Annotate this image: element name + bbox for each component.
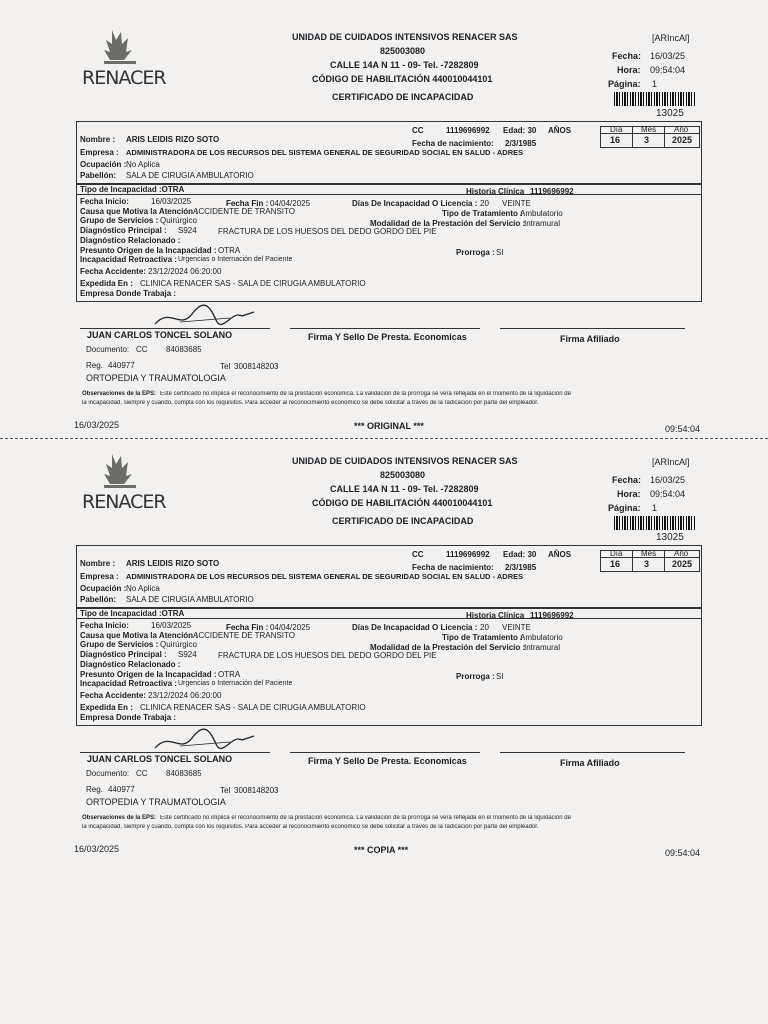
reg-value: 440977 xyxy=(108,785,135,794)
grupo-label: Grupo de Servicios : xyxy=(80,216,159,225)
edad-unit: AÑOS xyxy=(548,126,572,135)
retro-value: Urgencias o Internación del Paciente xyxy=(178,256,293,263)
accidente-value: 23/12/2024 06:20:00 xyxy=(148,691,222,700)
reg-value: 440977 xyxy=(108,361,135,370)
footer-date: 16/03/2025 xyxy=(74,844,120,854)
dias-text: VEINTE xyxy=(502,623,531,632)
observaciones-line1: Este certificado no implica el reconocimiento de la prestación económica. La validación de la prórroga se vera reflejada en el momento de la liquidación de xyxy=(160,815,571,821)
pabellon-label: Pabellón: xyxy=(80,595,117,604)
date-header-dia: Día xyxy=(610,125,623,134)
tipo-incapacidad: Tipo de Incapacidad :OTRA xyxy=(80,185,185,194)
diag-rel-label: Diagnóstico Relacionado : xyxy=(80,236,181,245)
firma-afiliado: Firma Afiliado xyxy=(560,758,620,768)
dias-label: Días De Incapacidad O Licencia : xyxy=(352,199,478,208)
fecha-nac-label: Fecha de nacimiento: xyxy=(412,139,494,148)
barcode xyxy=(614,92,696,106)
observaciones-label: Observaciones de la EPS: xyxy=(82,391,157,397)
prorroga-label: Prorroga : xyxy=(456,248,495,257)
empresa-value: ADMINISTRADORA DE LOS RECURSOS DEL SISTEMA GENERAL DE SEGURIDAD SOCIAL EN SALUD - ADRES xyxy=(126,572,524,581)
retro-value: Urgencias o Internación del Paciente xyxy=(178,680,293,687)
dias-text: VEINTE xyxy=(502,199,531,208)
cc-value: 1119696992 xyxy=(446,550,490,559)
presunto-label: Presunto Origen de la Incapacidad : xyxy=(80,246,217,255)
barcode xyxy=(614,516,696,530)
date-header-ano: Año xyxy=(674,549,689,558)
modalidad-value: Intramural xyxy=(524,643,561,652)
historia-value: 1119696992 xyxy=(530,611,574,620)
accidente-label: Fecha Accidente: xyxy=(80,691,146,700)
fin-label: Fecha Fin : xyxy=(226,199,269,208)
nombre-value: ARIS LEIDIS RIZO SOTO xyxy=(126,135,220,144)
diag-desc: FRACTURA DE LOS HUESOS DEL DEDO GORDO DEL PIE xyxy=(218,227,437,236)
modalidad-label: Modalidad de la Prestación del Servicio : xyxy=(370,643,526,652)
empresa-label: Empresa : xyxy=(80,572,119,581)
accidente-value: 23/12/2024 06:20:00 xyxy=(148,267,222,276)
fecha-nac-label: Fecha de nacimiento: xyxy=(412,563,494,572)
grupo-value: Quirúrgico xyxy=(160,216,197,225)
habilitacion: CÓDIGO DE HABILITACIÓN 440010044101 xyxy=(312,74,493,84)
inicio-label: Fecha Inicio: xyxy=(80,621,129,630)
fecha-value: 16/03/25 xyxy=(650,475,686,485)
edad-label: Edad: 30 xyxy=(503,126,537,135)
prorroga-label: Prorroga : xyxy=(456,672,495,681)
diag-rel-label: Diagnóstico Relacionado : xyxy=(80,660,181,669)
renacer-logo xyxy=(82,25,166,95)
modalidad-value: Intramural xyxy=(524,219,561,228)
firma-afiliado: Firma Afiliado xyxy=(560,334,620,344)
observaciones-line1: Este certificado no implica el reconocimiento de la prestación económica. La validación de la prórroga se vera reflejada en el momento de la liquidación de xyxy=(160,391,571,397)
nit: 825003080 xyxy=(380,470,426,480)
presunto-label: Presunto Origen de la Incapacidad : xyxy=(80,670,217,679)
cc-value: 1119696992 xyxy=(446,126,490,135)
doctor-name: JUAN CARLOS TONCEL SOLANO xyxy=(87,330,233,340)
causa-value: ACCIDENTE DE TRANSITO xyxy=(193,631,295,640)
diag-label: Diagnóstico Principal : xyxy=(80,650,167,659)
tel-label: Tel xyxy=(220,362,231,371)
nombre-label: Nombre : xyxy=(80,135,116,144)
logo-text: RENACER xyxy=(82,67,166,89)
cc-label: CC xyxy=(412,126,424,135)
dias-num: 20 xyxy=(480,623,489,632)
barcode-number: 13025 xyxy=(656,108,684,119)
empresa-value: ADMINISTRADORA DE LOS RECURSOS DEL SISTEMA GENERAL DE SEGURIDAD SOCIAL EN SALUD - ADRES xyxy=(126,148,524,157)
presunto-value: OTRA xyxy=(218,246,241,255)
address: CALLE 14A N 11 - 09- Tel. -7282809 xyxy=(330,60,479,70)
retro-label: Incapacidad Retroactiva : xyxy=(80,679,177,688)
causa-label: Causa que Motiva la Atención : xyxy=(80,631,198,640)
expedida-label: Expedida En : xyxy=(80,279,133,288)
doc-title: CERTIFICADO DE INCAPACIDAD xyxy=(332,516,474,526)
report-code: [ARIncAl] xyxy=(652,457,690,467)
observaciones-label: Observaciones de la EPS: xyxy=(82,815,157,821)
cut-line xyxy=(0,438,768,439)
firma-eps: Firma Y Sello De Presta. Economicas xyxy=(308,756,467,766)
accidente-label: Fecha Accidente: xyxy=(80,267,146,276)
date-header-mes: Mes xyxy=(641,549,657,558)
inicio-value: 16/03/2025 xyxy=(151,621,192,630)
edad-unit: AÑOS xyxy=(548,550,572,559)
fin-value: 04/04/2025 xyxy=(270,623,311,632)
edad-label: Edad: 30 xyxy=(503,550,537,559)
footer-date: 16/03/2025 xyxy=(74,420,120,430)
org-name: UNIDAD DE CUIDADOS INTENSIVOS RENACER SAS xyxy=(292,32,518,42)
hora-value: 09:54:04 xyxy=(650,489,686,499)
doc-type: CC xyxy=(136,345,148,354)
fecha-label: Fecha: xyxy=(612,475,642,485)
tel-value: 3008148203 xyxy=(234,362,279,371)
pabellon-value: SALA DE CIRUGIA AMBULATORIO xyxy=(126,595,254,604)
modalidad-label: Modalidad de la Prestación del Servicio : xyxy=(370,219,526,228)
pagina-value: 1 xyxy=(652,503,658,513)
tratamiento-value: Ambulatorio xyxy=(520,209,563,218)
date-ano: 2025 xyxy=(672,135,693,145)
date-ano: 2025 xyxy=(672,559,693,569)
org-name: UNIDAD DE CUIDADOS INTENSIVOS RENACER SAS xyxy=(292,456,518,466)
prorroga-value: SI xyxy=(496,248,504,257)
date-mes: 3 xyxy=(644,135,650,145)
logo-text: RENACER xyxy=(82,491,166,513)
doc-value: 84083685 xyxy=(166,769,202,778)
habilitacion: CÓDIGO DE HABILITACIÓN 440010044101 xyxy=(312,498,493,508)
footer-time: 09:54:04 xyxy=(665,424,701,434)
grupo-label: Grupo de Servicios : xyxy=(80,640,159,649)
nit: 825003080 xyxy=(380,46,426,56)
reg-label: Reg. xyxy=(86,361,103,370)
nombre-label: Nombre : xyxy=(80,559,116,568)
historia-value: 1119696992 xyxy=(530,187,574,196)
observaciones-line2: la incapacidad, siempre y cuando, cumpla con los requisitos. Para acceder al reconocimiento económico se debe solicitar a través de la radicación por parte del empleador. xyxy=(82,824,539,830)
doctor-name: JUAN CARLOS TONCEL SOLANO xyxy=(87,754,233,764)
ocupacion-value: No Aplica xyxy=(126,584,160,593)
inicio-value: 16/03/2025 xyxy=(151,197,192,206)
ocupacion-label: Ocupación : xyxy=(80,584,127,593)
doc-title: CERTIFICADO DE INCAPACIDAD xyxy=(332,92,474,102)
fecha-label: Fecha: xyxy=(612,51,642,61)
doc-label: Documento: xyxy=(86,769,130,778)
hora-label: Hora: xyxy=(617,65,641,75)
retro-label: Incapacidad Retroactiva : xyxy=(80,255,177,264)
expedida-value: CLINICA RENACER SAS - SALA DE CIRUGIA AMBULATORIO xyxy=(140,703,366,712)
empresa-trab-label: Empresa Donde Trabaja : xyxy=(80,289,177,298)
pabellon-value: SALA DE CIRUGIA AMBULATORIO xyxy=(126,171,254,180)
report-code: [ARIncAl] xyxy=(652,33,690,43)
diag-code: S924 xyxy=(178,226,197,235)
prorroga-value: SI xyxy=(496,672,504,681)
empresa-trab-label: Empresa Donde Trabaja : xyxy=(80,713,177,722)
observaciones-line2: la incapacidad, siempre y cuando, cumpla con los requisitos. Para acceder al reconocimiento económico se debe solicitar a través de la radicación por parte del empleador. xyxy=(82,400,539,406)
dias-num: 20 xyxy=(480,199,489,208)
date-header-mes: Mes xyxy=(641,125,657,134)
fin-label: Fecha Fin : xyxy=(226,623,269,632)
fin-value: 04/04/2025 xyxy=(270,199,311,208)
cc-label: CC xyxy=(412,550,424,559)
inicio-label: Fecha Inicio: xyxy=(80,197,129,206)
specialty: ORTOPEDIA Y TRAUMATOLOGIA xyxy=(86,373,226,383)
date-header-dia: Día xyxy=(610,549,623,558)
tel-value: 3008148203 xyxy=(234,786,279,795)
date-header-ano: Año xyxy=(674,125,689,134)
causa-value: ACCIDENTE DE TRANSITO xyxy=(193,207,295,216)
hora-label: Hora: xyxy=(617,489,641,499)
doc-type: CC xyxy=(136,769,148,778)
expedida-value: CLINICA RENACER SAS - SALA DE CIRUGIA AMBULATORIO xyxy=(140,279,366,288)
dias-label: Días De Incapacidad O Licencia : xyxy=(352,623,478,632)
historia-label: Historia Clínica xyxy=(466,611,525,620)
pagina-label: Página: xyxy=(608,79,641,89)
firma-eps: Firma Y Sello De Presta. Economicas xyxy=(308,332,467,342)
barcode-number: 13025 xyxy=(656,532,684,543)
reg-label: Reg. xyxy=(86,785,103,794)
date-dia: 16 xyxy=(610,559,621,569)
historia-label: Historia Clínica xyxy=(466,187,525,196)
expedida-label: Expedida En : xyxy=(80,703,133,712)
hora-value: 09:54:04 xyxy=(650,65,686,75)
specialty: ORTOPEDIA Y TRAUMATOLOGIA xyxy=(86,797,226,807)
ocupacion-value: No Aplica xyxy=(126,160,160,169)
tratamiento-label: Tipo de Tratamiento : xyxy=(442,209,523,218)
certificate-copy xyxy=(0,424,768,864)
diag-desc: FRACTURA DE LOS HUESOS DEL DEDO GORDO DEL PIE xyxy=(218,651,437,660)
causa-label: Causa que Motiva la Atención : xyxy=(80,207,198,216)
tipo-incapacidad: Tipo de Incapacidad :OTRA xyxy=(80,609,185,618)
footer-copy-label: *** ORIGINAL *** xyxy=(354,421,424,431)
ocupacion-label: Ocupación : xyxy=(80,160,127,169)
pabellon-label: Pabellón: xyxy=(80,171,117,180)
diag-code: S924 xyxy=(178,650,197,659)
presunto-value: OTRA xyxy=(218,670,241,679)
address: CALLE 14A N 11 - 09- Tel. -7282809 xyxy=(330,484,479,494)
footer-time: 09:54:04 xyxy=(665,848,701,858)
grupo-value: Quirúrgico xyxy=(160,640,197,649)
date-mes: 3 xyxy=(644,559,650,569)
fecha-nac-value: 2/3/1985 xyxy=(505,563,537,572)
diag-label: Diagnóstico Principal : xyxy=(80,226,167,235)
tel-label: Tel xyxy=(220,786,231,795)
fecha-value: 16/03/25 xyxy=(650,51,686,61)
doc-value: 84083685 xyxy=(166,345,202,354)
renacer-logo xyxy=(82,449,166,519)
fecha-nac-value: 2/3/1985 xyxy=(505,139,537,148)
footer-copy-label: *** COPIA *** xyxy=(354,845,409,855)
certificate-copy xyxy=(0,0,768,440)
empresa-label: Empresa : xyxy=(80,148,119,157)
pagina-value: 1 xyxy=(652,79,658,89)
tratamiento-label: Tipo de Tratamiento : xyxy=(442,633,523,642)
date-dia: 16 xyxy=(610,135,621,145)
pagina-label: Página: xyxy=(608,503,641,513)
nombre-value: ARIS LEIDIS RIZO SOTO xyxy=(126,559,220,568)
tratamiento-value: Ambulatorio xyxy=(520,633,563,642)
doc-label: Documento: xyxy=(86,345,130,354)
